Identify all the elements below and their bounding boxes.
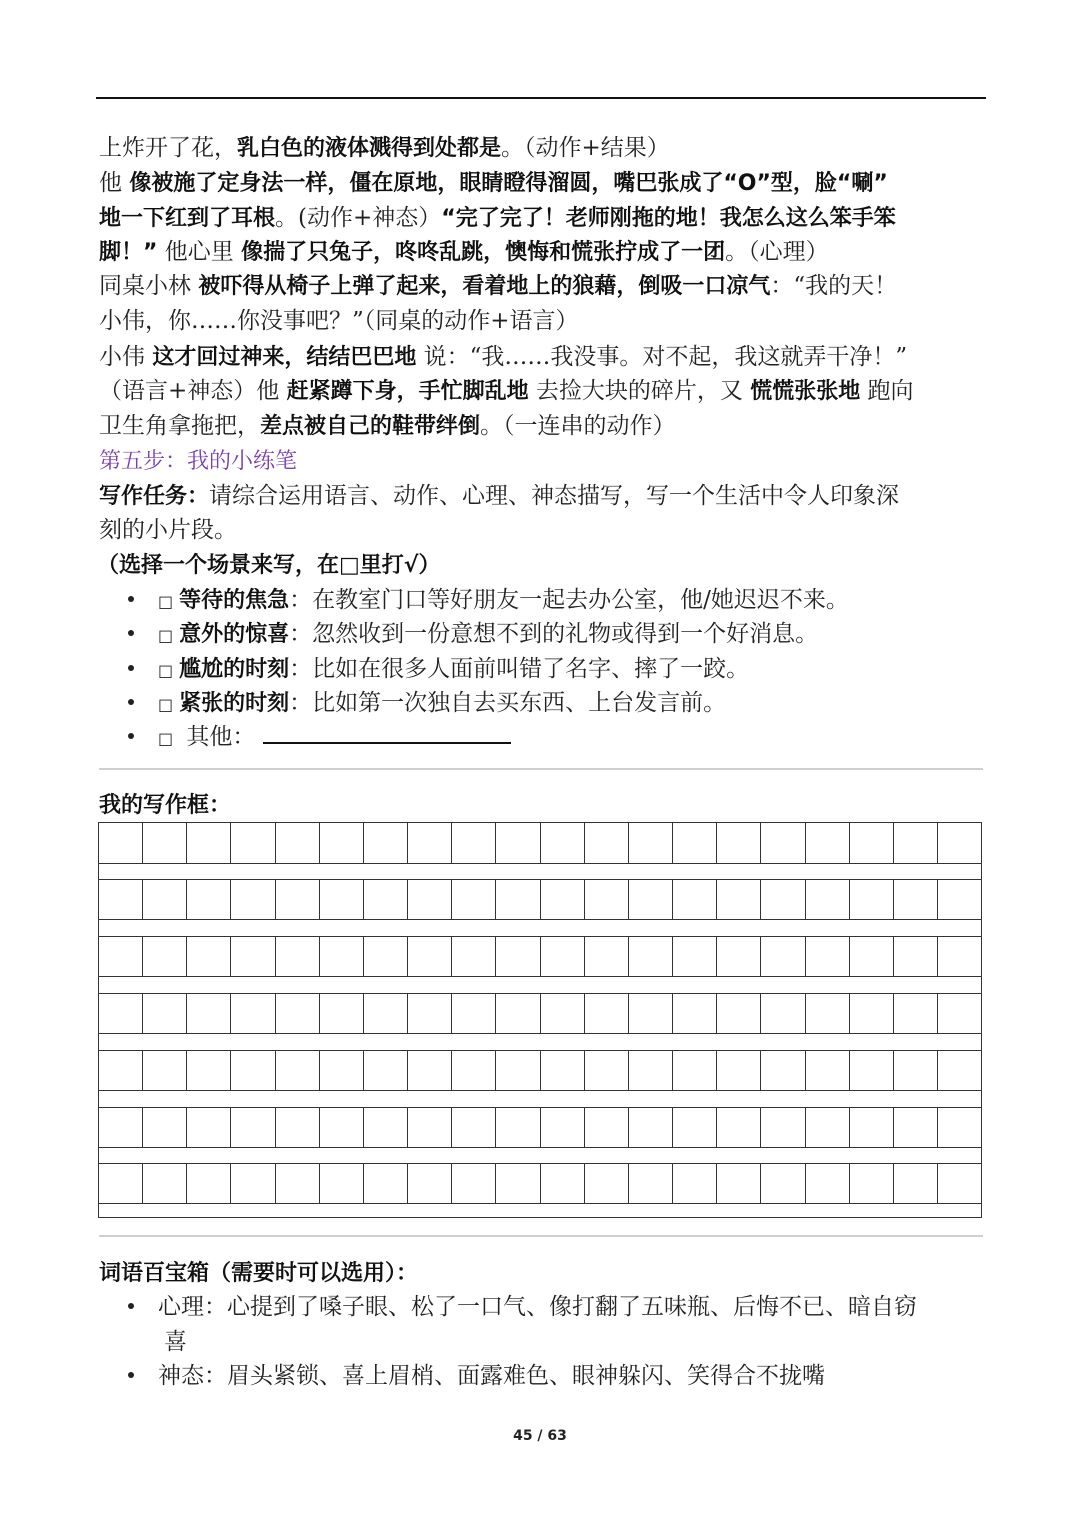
grid-cell[interactable] bbox=[408, 879, 452, 919]
option-item-other[interactable] bbox=[128, 720, 978, 756]
grid-cell[interactable] bbox=[143, 1050, 187, 1090]
word-list-text: 喜 bbox=[164, 1329, 187, 1355]
grid-cell[interactable] bbox=[408, 1107, 452, 1147]
grid-cell[interactable] bbox=[364, 823, 408, 863]
grid-cell[interactable] bbox=[806, 823, 850, 863]
grid-cell[interactable] bbox=[231, 993, 275, 1033]
grid-line bbox=[99, 919, 981, 920]
bullet-icon bbox=[128, 733, 134, 739]
grid-cell[interactable] bbox=[629, 879, 673, 919]
story-bold: 赶紧蹲下身，手忙脚乱地 bbox=[286, 379, 529, 404]
grid-cell[interactable] bbox=[850, 1163, 894, 1203]
grid-cell[interactable] bbox=[541, 879, 585, 919]
checkbox-icon[interactable]: □ bbox=[158, 729, 174, 748]
grid-cell[interactable] bbox=[408, 823, 452, 863]
story-note: 。（一连串的动作） bbox=[480, 413, 676, 439]
grid-cell[interactable] bbox=[496, 1163, 540, 1203]
grid-cell[interactable] bbox=[938, 823, 981, 863]
option-item[interactable] bbox=[128, 686, 978, 722]
grid-cell[interactable] bbox=[673, 823, 717, 863]
grid-cell[interactable] bbox=[938, 1163, 981, 1203]
grid-cell[interactable] bbox=[99, 993, 143, 1033]
grid-cell[interactable] bbox=[452, 1163, 496, 1203]
grid-cell[interactable] bbox=[585, 879, 629, 919]
grid-cell[interactable] bbox=[496, 993, 540, 1033]
grid-cell[interactable] bbox=[673, 936, 717, 976]
story-line-6 bbox=[99, 304, 989, 338]
story-bold: 被吓得从椅子上弹了起来，看着地上的狼藉，倒吸一口凉气 bbox=[198, 274, 771, 299]
grid-cell[interactable] bbox=[585, 823, 629, 863]
grid-cell[interactable] bbox=[761, 1163, 805, 1203]
grid-cell[interactable] bbox=[320, 879, 364, 919]
word-box-title-line bbox=[99, 1256, 989, 1291]
grid-cell[interactable] bbox=[187, 993, 231, 1033]
word-box-title: 词语百宝箱（需要时可以选用）： bbox=[99, 1261, 419, 1286]
grid-cell[interactable] bbox=[850, 1107, 894, 1147]
option-desc: ：忽然收到一份意想不到的礼物或得到一个好消息。 bbox=[289, 621, 819, 647]
grid-cell[interactable] bbox=[276, 993, 320, 1033]
grid-cell[interactable] bbox=[850, 1050, 894, 1090]
grid-cell[interactable] bbox=[276, 1107, 320, 1147]
grid-cell[interactable] bbox=[585, 1163, 629, 1203]
grid-cell[interactable] bbox=[761, 823, 805, 863]
story-line-7 bbox=[99, 340, 989, 375]
grid-cell[interactable] bbox=[187, 1163, 231, 1203]
grid-cell[interactable] bbox=[276, 1163, 320, 1203]
grid-cell[interactable] bbox=[761, 879, 805, 919]
checkbox-icon[interactable]: □ bbox=[158, 626, 174, 645]
grid-cell[interactable] bbox=[187, 823, 231, 863]
grid-cell[interactable] bbox=[541, 1163, 585, 1203]
grid-cell[interactable] bbox=[99, 1163, 143, 1203]
grid-cell[interactable] bbox=[276, 936, 320, 976]
checkbox-icon[interactable]: □ bbox=[158, 592, 174, 611]
grid-cell[interactable] bbox=[320, 823, 364, 863]
story-text: ：“我的天！ bbox=[770, 273, 898, 299]
grid-cell[interactable] bbox=[231, 1163, 275, 1203]
story-bold: 像揣了只兔子，咚咚乱跳，懊悔和慌张拧成了一团 bbox=[241, 240, 726, 265]
writing-box-title: 我的写作框： bbox=[99, 793, 232, 818]
grid-cell[interactable] bbox=[452, 823, 496, 863]
story-bold: 这才回过神来，结结巴巴地 bbox=[152, 345, 417, 370]
grid-cell[interactable] bbox=[938, 1050, 981, 1090]
story-bold: 像被施了定身法一样，僵在原地，眼睛瞪得溜圆，嘴巴张成了“O”型，脸“唰” bbox=[129, 171, 888, 196]
grid-cell[interactable] bbox=[629, 993, 673, 1033]
story-note: 。（心理） bbox=[725, 239, 829, 265]
grid-row bbox=[99, 1107, 981, 1147]
grid-row bbox=[99, 936, 981, 976]
story-bold: “完了完了！老师刚拖的地！我怎么这么笨手笨 bbox=[441, 206, 896, 231]
grid-cell[interactable] bbox=[541, 936, 585, 976]
page-number: 45 / 63 bbox=[513, 1428, 567, 1444]
grid-cell[interactable] bbox=[231, 879, 275, 919]
grid-cell[interactable] bbox=[806, 1050, 850, 1090]
story-text: 他 bbox=[99, 170, 130, 196]
step5-heading-line bbox=[99, 444, 989, 479]
grid-cell[interactable] bbox=[320, 936, 364, 976]
grid-cell[interactable] bbox=[894, 993, 938, 1033]
grid-cell[interactable] bbox=[276, 1050, 320, 1090]
grid-cell[interactable] bbox=[276, 823, 320, 863]
word-list-text: 神态：眉头紧锁、喜上眉梢、面露难色、眼神躲闪、笑得合不拢嘴 bbox=[158, 1363, 825, 1389]
grid-cell[interactable] bbox=[717, 823, 761, 863]
grid-cell[interactable] bbox=[717, 1107, 761, 1147]
grid-cell[interactable] bbox=[231, 936, 275, 976]
option-item[interactable] bbox=[128, 652, 978, 688]
grid-cell[interactable] bbox=[894, 1163, 938, 1203]
story-line-1 bbox=[99, 131, 989, 166]
grid-cell[interactable] bbox=[585, 1050, 629, 1090]
grid-cell[interactable] bbox=[629, 1050, 673, 1090]
grid-cell[interactable] bbox=[850, 879, 894, 919]
checkbox-icon[interactable]: □ bbox=[158, 695, 174, 714]
section-heading: 第五步：我的小练笔 bbox=[99, 449, 298, 474]
grid-cell[interactable] bbox=[541, 1050, 585, 1090]
grid-cell[interactable] bbox=[143, 1163, 187, 1203]
story-text: （语言+神态）他 bbox=[99, 378, 287, 404]
task-line-2 bbox=[99, 513, 989, 547]
grid-cell[interactable] bbox=[761, 1107, 805, 1147]
grid-cell[interactable] bbox=[320, 1163, 364, 1203]
grid-row bbox=[99, 993, 981, 1033]
grid-line bbox=[99, 1147, 981, 1148]
grid-cell[interactable] bbox=[806, 993, 850, 1033]
grid-cell[interactable] bbox=[717, 1050, 761, 1090]
grid-cell[interactable] bbox=[99, 823, 143, 863]
word-list-item bbox=[128, 1359, 978, 1393]
option-desc: ：在教室门口等好朋友一起去办公室，他/她迟迟不来。 bbox=[289, 587, 849, 613]
story-note: 。(动作+神态） bbox=[275, 205, 442, 231]
story-text: 说：“我……我没事。对不起，我这就弄干净！” bbox=[416, 344, 908, 370]
grid-line bbox=[99, 1033, 981, 1034]
grid-cell[interactable] bbox=[761, 993, 805, 1033]
grid-cell[interactable] bbox=[717, 1163, 761, 1203]
grid-cell[interactable] bbox=[629, 1163, 673, 1203]
grid-cell[interactable] bbox=[541, 823, 585, 863]
grid-cell[interactable] bbox=[187, 936, 231, 976]
grid-cell[interactable] bbox=[850, 993, 894, 1033]
option-title: 尴尬的时刻 bbox=[179, 657, 290, 682]
word-list-continuation bbox=[164, 1325, 1014, 1359]
writing-grid[interactable] bbox=[98, 822, 982, 1218]
grid-cell[interactable] bbox=[452, 1050, 496, 1090]
grid-cell[interactable] bbox=[143, 823, 187, 863]
grid-cell[interactable] bbox=[408, 936, 452, 976]
option-desc: ：比如在很多人面前叫错了名字、摔了一跤。 bbox=[289, 656, 750, 682]
task-label: 写作任务： bbox=[99, 484, 210, 509]
grid-cell[interactable] bbox=[585, 936, 629, 976]
grid-cell[interactable] bbox=[143, 936, 187, 976]
grid-cell[interactable] bbox=[806, 1107, 850, 1147]
story-text: 跑向 bbox=[860, 378, 914, 404]
grid-cell[interactable] bbox=[231, 823, 275, 863]
grid-cell[interactable] bbox=[364, 1107, 408, 1147]
header-rule bbox=[96, 97, 986, 99]
grid-cell[interactable] bbox=[673, 879, 717, 919]
grid-cell[interactable] bbox=[99, 936, 143, 976]
section-divider bbox=[99, 768, 983, 770]
grid-cell[interactable] bbox=[320, 1107, 364, 1147]
grid-cell[interactable] bbox=[452, 993, 496, 1033]
task-text: 请综合运用语言、动作、心理、神态描写，写一个生活中令人印象深 bbox=[209, 483, 900, 509]
grid-cell[interactable] bbox=[850, 936, 894, 976]
grid-cell[interactable] bbox=[629, 1107, 673, 1147]
grid-cell[interactable] bbox=[806, 936, 850, 976]
option-title: 等待的焦急 bbox=[179, 588, 290, 613]
story-line-5 bbox=[99, 269, 989, 304]
grid-cell[interactable] bbox=[761, 1050, 805, 1090]
bullet-icon bbox=[128, 630, 134, 636]
section-divider bbox=[99, 1235, 983, 1237]
grid-cell[interactable] bbox=[585, 1107, 629, 1147]
grid-cell[interactable] bbox=[541, 993, 585, 1033]
grid-cell[interactable] bbox=[143, 1107, 187, 1147]
grid-cell[interactable] bbox=[231, 1107, 275, 1147]
grid-cell[interactable] bbox=[938, 993, 981, 1033]
grid-cell[interactable] bbox=[276, 879, 320, 919]
story-text: 他心里 bbox=[157, 239, 242, 265]
grid-cell[interactable] bbox=[938, 1107, 981, 1147]
grid-cell[interactable] bbox=[673, 993, 717, 1033]
story-line-9 bbox=[99, 409, 989, 444]
option-title: 紧张的时刻 bbox=[179, 691, 290, 716]
grid-line bbox=[99, 1203, 981, 1204]
story-line-4 bbox=[99, 235, 989, 270]
grid-row bbox=[99, 823, 981, 863]
grid-cell[interactable] bbox=[938, 936, 981, 976]
other-label: 其他： bbox=[179, 724, 256, 750]
story-text: 去捡大块的碎片，又 bbox=[528, 378, 751, 404]
grid-cell[interactable] bbox=[585, 993, 629, 1033]
grid-cell[interactable] bbox=[938, 879, 981, 919]
story-line-3 bbox=[99, 201, 989, 236]
option-item[interactable] bbox=[128, 617, 978, 653]
option-desc: ：比如第一次独自去买东西、上台发言前。 bbox=[289, 690, 727, 716]
bullet-icon bbox=[128, 1372, 134, 1378]
grid-cell[interactable] bbox=[496, 1107, 540, 1147]
grid-cell[interactable] bbox=[452, 879, 496, 919]
story-bold: 脚！” bbox=[99, 240, 158, 265]
grid-cell[interactable] bbox=[320, 1050, 364, 1090]
bullet-icon bbox=[128, 665, 134, 671]
grid-cell[interactable] bbox=[806, 879, 850, 919]
story-bold: 地一下红到了耳根 bbox=[99, 206, 276, 231]
word-list-text: 心理：心提到了嗓子眼、松了一口气、像打翻了五味瓶、后悔不已、暗自窃 bbox=[158, 1294, 917, 1320]
story-bold: 慌慌张张地 bbox=[750, 379, 861, 404]
grid-cell[interactable] bbox=[806, 1163, 850, 1203]
grid-cell[interactable] bbox=[99, 1107, 143, 1147]
grid-cell[interactable] bbox=[143, 879, 187, 919]
grid-row bbox=[99, 879, 981, 919]
grid-line bbox=[99, 1090, 981, 1091]
story-bold: 乳白色的液体溅得到处都是 bbox=[237, 136, 502, 161]
grid-cell[interactable] bbox=[629, 823, 673, 863]
grid-cell[interactable] bbox=[894, 879, 938, 919]
grid-line bbox=[99, 863, 981, 864]
task-line-1 bbox=[99, 479, 989, 514]
story-text: 卫生角拿拖把， bbox=[99, 413, 260, 439]
grid-cell[interactable] bbox=[541, 1107, 585, 1147]
option-title: 意外的惊喜 bbox=[179, 622, 290, 647]
grid-cell[interactable] bbox=[496, 1050, 540, 1090]
grid-cell[interactable] bbox=[761, 936, 805, 976]
bullet-icon bbox=[128, 1303, 134, 1309]
grid-cell[interactable] bbox=[496, 823, 540, 863]
grid-cell[interactable] bbox=[894, 1107, 938, 1147]
grid-cell[interactable] bbox=[143, 993, 187, 1033]
grid-cell[interactable] bbox=[187, 1050, 231, 1090]
grid-cell[interactable] bbox=[408, 1050, 452, 1090]
grid-cell[interactable] bbox=[408, 993, 452, 1033]
grid-row bbox=[99, 1050, 981, 1090]
grid-cell[interactable] bbox=[99, 879, 143, 919]
grid-line bbox=[99, 976, 981, 977]
checkbox-icon[interactable]: □ bbox=[158, 661, 174, 680]
option-item[interactable] bbox=[128, 583, 978, 619]
story-line-2 bbox=[99, 166, 989, 201]
grid-cell[interactable] bbox=[717, 936, 761, 976]
grid-cell[interactable] bbox=[717, 993, 761, 1033]
choose-instruction: （选择一个场景来写，在□里打√） bbox=[97, 553, 441, 578]
task-text: 刻的小片段。 bbox=[99, 517, 237, 543]
grid-cell[interactable] bbox=[850, 823, 894, 863]
bullet-icon bbox=[128, 699, 134, 705]
grid-cell[interactable] bbox=[496, 936, 540, 976]
grid-cell[interactable] bbox=[673, 1107, 717, 1147]
grid-cell[interactable] bbox=[894, 936, 938, 976]
story-text: 小伟，你……你没事吧？”（同桌的动作+语言） bbox=[99, 308, 579, 334]
writing-box-title-line bbox=[99, 788, 989, 823]
grid-row bbox=[99, 1163, 981, 1203]
grid-cell[interactable] bbox=[894, 1050, 938, 1090]
grid-cell[interactable] bbox=[364, 936, 408, 976]
grid-cell[interactable] bbox=[673, 1050, 717, 1090]
story-bold: 差点被自己的鞋带绊倒 bbox=[260, 414, 481, 439]
story-text: 小伟 bbox=[99, 344, 153, 370]
grid-cell[interactable] bbox=[364, 1050, 408, 1090]
other-blank-field[interactable] bbox=[263, 720, 511, 744]
story-note: 。（动作+结果） bbox=[501, 135, 670, 161]
grid-cell[interactable] bbox=[629, 936, 673, 976]
grid-cell[interactable] bbox=[320, 993, 364, 1033]
word-list-item bbox=[128, 1290, 978, 1324]
grid-cell[interactable] bbox=[364, 993, 408, 1033]
story-text: 同桌小林 bbox=[99, 273, 199, 299]
grid-cell[interactable] bbox=[894, 823, 938, 863]
grid-cell[interactable] bbox=[408, 1163, 452, 1203]
grid-cell[interactable] bbox=[364, 879, 408, 919]
grid-cell[interactable] bbox=[717, 879, 761, 919]
grid-cell[interactable] bbox=[496, 879, 540, 919]
grid-cell[interactable] bbox=[231, 1050, 275, 1090]
bullet-icon bbox=[128, 596, 134, 602]
grid-cell[interactable] bbox=[452, 1107, 496, 1147]
grid-cell[interactable] bbox=[452, 936, 496, 976]
grid-cell[interactable] bbox=[187, 1107, 231, 1147]
grid-cell[interactable] bbox=[364, 1163, 408, 1203]
story-line-8 bbox=[99, 374, 989, 409]
grid-cell[interactable] bbox=[99, 1050, 143, 1090]
choose-line bbox=[97, 548, 987, 583]
story-text: 上炸开了花， bbox=[99, 135, 237, 161]
grid-cell[interactable] bbox=[673, 1163, 717, 1203]
grid-cell[interactable] bbox=[187, 879, 231, 919]
